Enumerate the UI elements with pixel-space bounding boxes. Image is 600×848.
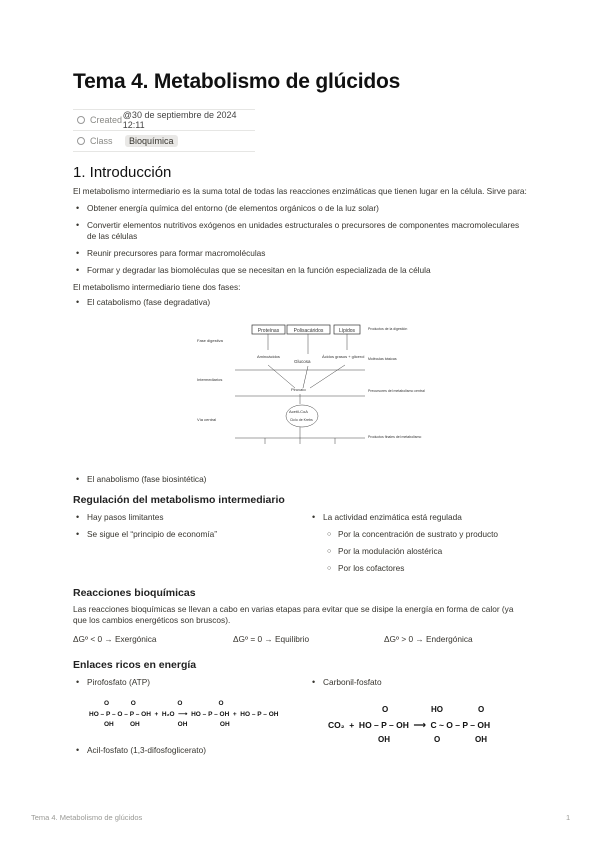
list-item: • Obtener energía química del entorno (de elementos orgánicos o de la luz solar)	[87, 203, 527, 214]
property-key	[73, 115, 123, 125]
equation: ΔGº < 0 → Exergónica	[73, 634, 157, 644]
list-item: • El catabolismo (fase degradativa)	[87, 297, 210, 308]
pyrophosphate-equation: HO – P – O – P – OH + H₂O ⟶ HO – P – OH + HO – P – OH	[89, 711, 279, 718]
property-row-created[interactable]	[73, 109, 255, 130]
left-label: Intermediarios	[197, 377, 223, 382]
class-tag[interactable]: Bioquímica	[125, 135, 178, 147]
sub-list-item: ○ Por los cofactores	[338, 563, 404, 574]
equation: ΔGº = 0 → Equilibrio	[233, 634, 310, 644]
section-heading: 1. Introducción	[73, 164, 172, 181]
box-label: Lípidos	[338, 328, 356, 334]
center-label: Piruvato	[291, 387, 306, 392]
list-item: • Pirofosfato (ATP)	[87, 677, 150, 688]
clock-icon	[77, 116, 85, 124]
list-item: • Acil-fosfato (1,3-difosfoglicerato)	[87, 745, 206, 756]
right-label: Productos finales del metabolismo	[368, 435, 422, 439]
box-label: Proteínas	[257, 328, 280, 334]
sub-list-item: ○ Por la modulación alostérica	[338, 546, 442, 557]
list-item-continuation: de las células	[87, 231, 138, 241]
intro-text: El metabolismo intermediario es la suma total de todas las reacciones enzimáticas que tienen lugar en la célula. Sirve para:	[73, 186, 527, 196]
pyro-top-oxygens: O O O O	[104, 700, 224, 707]
carb-top-o2: O	[478, 705, 485, 714]
center-label: Ácidos grasos + glicerol	[322, 354, 365, 359]
left-label: Fase digestiva	[197, 338, 223, 343]
property-key	[73, 136, 125, 146]
list-item: • Carbonil-fosfato	[323, 677, 382, 688]
property-value	[125, 136, 178, 146]
reactions-text: que los cambios energéticos son bruscos).	[73, 615, 231, 625]
carb-bottom-o: O	[434, 735, 441, 744]
subheading-reactions: Reacciones bioquímicas	[73, 587, 196, 599]
property-key-label: Class	[90, 136, 113, 146]
metabolism-diagram	[195, 320, 425, 457]
property-row-class[interactable]	[73, 130, 255, 152]
right-label: Productos de la digestión	[368, 327, 408, 331]
reactions-text: Las reacciones bioquímicas se llevan a cabo en varias etapas para evitar que se disipe la energía en forma de calor (ya	[73, 604, 514, 614]
list-icon	[77, 137, 85, 145]
carb-bottom-oh2: OH	[475, 735, 487, 744]
list-item: • Formar y degradar las biomoléculas que se necesitan en la función especializada de la célula	[87, 265, 527, 276]
center-label: Ciclo de Krebs	[290, 418, 313, 422]
subheading-regulation: Regulación del metabolismo intermediario	[73, 494, 285, 506]
left-label: Vía central	[197, 417, 217, 422]
footer-title: Tema 4. Metabolismo de glúcidos	[31, 813, 143, 822]
carb-bottom-oh: OH	[378, 735, 390, 744]
right-label: Precursores del metabolismo central	[368, 389, 425, 393]
list-item: • Reunir precursores para formar macromoléculas	[87, 248, 527, 259]
page-title: Tema 4. Metabolismo de glúcidos	[73, 70, 401, 93]
property-value: @30 de septiembre de 2024 12:11	[122, 110, 237, 130]
box-label: Polisacáridos	[293, 328, 324, 334]
list-item: • El anabolismo (fase biosintética)	[87, 474, 206, 485]
list-item: • Hay pasos limitantes	[87, 512, 164, 523]
property-key-label: Created	[90, 115, 123, 125]
sub-list-item: ○ Por la concentración de sustrato y producto	[338, 529, 498, 540]
center-label: Acetil-CoA	[289, 409, 308, 414]
phases-intro: El metabolismo intermediario tiene dos fases:	[73, 282, 241, 292]
properties-table	[73, 109, 255, 152]
carb-top-o: O	[382, 705, 389, 714]
list-item: • Convertir elementos nutritivos exógenos en unidades estructurales o precursores de componentes macromoleculares	[87, 220, 537, 231]
list-item: • Se sigue el “principio de economía”	[87, 529, 217, 540]
equation: ΔGº > 0 → Endergónica	[384, 634, 473, 644]
center-label: Glucosa	[294, 359, 311, 364]
carb-top-ho: HO	[431, 705, 443, 714]
page-number: 1	[566, 813, 571, 822]
pyro-bottom-hydroxyls: OH OH OH OH	[104, 721, 230, 728]
list-item: • La actividad enzimática está regulada	[323, 512, 462, 523]
right-label: Moléculas básicas	[368, 357, 397, 361]
carbonyl-phosphate-equation: CO₂ + HO – P – OH ⟶ C ~ O – P – OH	[328, 720, 491, 730]
center-label: Aminoácidos	[257, 354, 280, 359]
subheading-enlaces: Enlaces ricos en energía	[73, 659, 197, 671]
